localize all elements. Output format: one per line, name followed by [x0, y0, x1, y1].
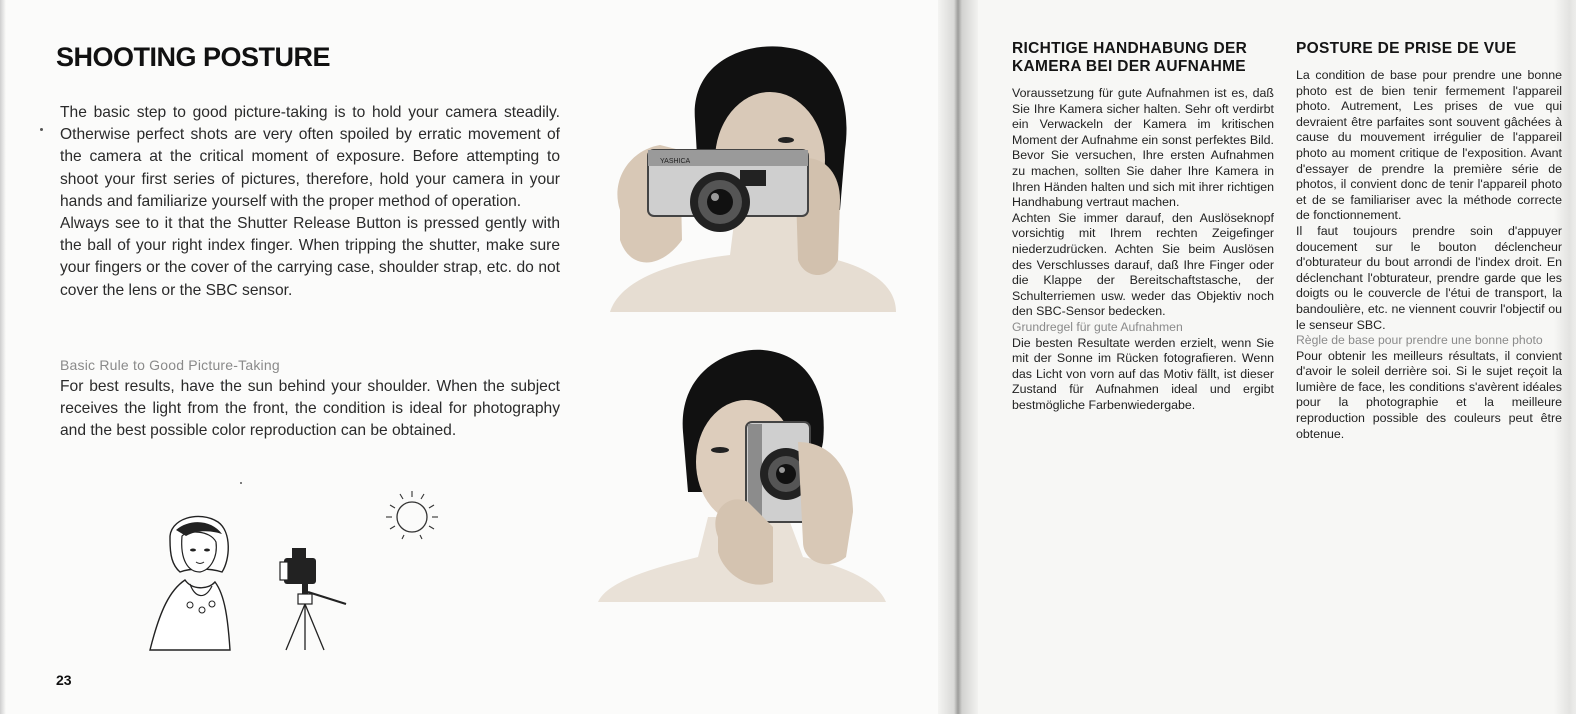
french-column — [1296, 40, 1562, 442]
french-subheading: Règle de base pour prendre une bonne photo — [1296, 333, 1543, 348]
french-body — [1296, 68, 1562, 333]
german-column — [1012, 40, 1274, 413]
english-paragraph-3: For best results, have the sun behind your shoulder. When the subject receives the light from the front, the condition is ideal for photography and the best possible color reproduction can be obtained. — [60, 378, 560, 440]
page-edge-shadow — [0, 0, 6, 714]
french-heading: POSTURE DE PRISE DE VUE — [1296, 40, 1517, 57]
subject-woman-illustration — [130, 510, 240, 652]
page-number: 23 — [56, 672, 72, 688]
german-body — [1012, 86, 1274, 320]
german-heading: RICHTIGE HANDHABUNG DER KAMERA BEI DER AUFNAHME — [1012, 40, 1248, 75]
german-subheading: Grundregel für gute Aufnahmen — [1012, 319, 1183, 334]
german-paragraph-1: Voraussetzung für gute Aufnahmen ist es, daß Sie Ihre Kamera sicher halten. Sehr oft verdirbt ein Verwackeln der Kamera im kritischen Moment der Aufnahme ein sonst perfektes Bild. Bevor Sie versuchen, Ihre ersten Aufnahmen zu machen, sollten Sie daher Ihre Kamera in Ihren Händen halten und sich mit ihrer richtigen Handhabung vertraut machen. — [1012, 86, 1274, 210]
english-paragraph-1: The basic step to good picture-taking is to hold your camera steadily. Otherwise perfect shots are very often spoiled by erratic movement of the camera at the critical moment of exposure. Before attempting to shoot your first series of pictures, therefore, hold your camera in your hands and familiarize yourself with the proper method of operation. — [60, 104, 560, 210]
photo-vertical-grip — [598, 342, 886, 602]
page-title: SHOOTING POSTURE — [56, 42, 331, 72]
french-paragraph-2: Il faut toujours prendre soin d'appuyer doucement sur le bouton déclencheur d'obturateur du bout arrondi de l'index droit. En déclenchant l'obturateur, prendre garde que les doigts ou le couvercle de l'étui de transport, la bandoulière, etc. ne viennent couvrir l'objectif ou le senseur SBC. — [1296, 223, 1562, 332]
french-paragraph-1: La condition de base pour prendre une bonne photo est de bien tenir fermement l'appareil photo. Autrement, Les prises de vue qui devraient être parfaites sont souvent gâchées à cause du mouvement irrégulier de l'appareil photo au moment critique de l'exposition. Avant d'essayer de prendre la première série de photos, il convient donc de tenir l'appareil photo et de se familiariser avec la méthode correcte de fonctionnement. — [1296, 68, 1562, 223]
photo-horizontal-grip — [590, 40, 896, 312]
camera-tripod-illustration — [272, 540, 352, 652]
english-paragraph-2: Always see to it that the Shutter Release Button is pressed gently with the ball of your right index finger. When tripping the shutter, make sure your fingers or the cover of the carrying case, shoulder strap, etc. do not cover the lens or the SBC sensor. — [60, 215, 560, 299]
camera-brand: YASHICA — [660, 158, 691, 165]
english-subheading: Basic Rule to Good Picture-Taking — [60, 357, 280, 373]
english-body — [60, 102, 560, 302]
german-paragraph-2: Achten Sie immer darauf, den Auslöseknopf vorsichtig mit Ihrem rechten Zeigefinger niederzudrücken. Achten Sie beim Auslösen des Verschlusses darauf, daß Ihre Finger oder die Klappe der Bereitschaftstasche, der Schulterriemen usw. weder das Objektiv noch den SBC-Sensor bedecken. — [1012, 210, 1274, 319]
print-speck — [240, 482, 242, 484]
german-paragraph-3: Die besten Resultate werden erzielt, wenn Sie mit der Sonne im Rücken fotografieren. Wenn das Licht von vorn auf das Motiv fällt, ist dieser Zustand für Aufnahmen ideal und ergibt bestmögliche Farbenwiedergabe. — [1012, 335, 1274, 412]
sun-icon — [380, 485, 450, 545]
book-gutter — [938, 0, 978, 714]
print-speck — [40, 128, 43, 131]
french-paragraph-3: Pour obtenir les meilleurs résultats, il convient d'avoir le soleil derrière soi. Si le sujet reçoit la lumière de face, les conditions s'avèrent idéales pour la photographie et la meilleure reproduction possible des couleurs peut être obtenue. — [1296, 348, 1562, 441]
